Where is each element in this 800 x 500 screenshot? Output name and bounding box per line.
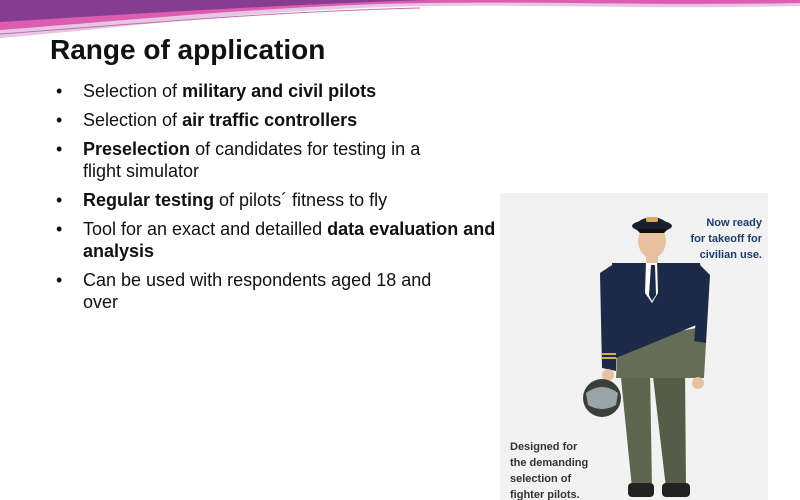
bullet-bold-text: Preselection bbox=[83, 139, 191, 159]
caption-line: for takeoff for bbox=[690, 233, 762, 245]
bullet-item bbox=[56, 218, 553, 262]
bullet-marker: • bbox=[56, 219, 63, 239]
caption-civilian bbox=[652, 215, 762, 263]
bullet-text: Selection of bbox=[83, 110, 183, 130]
caption-line: selection of bbox=[510, 473, 572, 485]
bullet-marker: • bbox=[56, 190, 63, 210]
bullet-text: Tool for an exact and detailled bbox=[83, 219, 328, 239]
caption-line: the demanding bbox=[510, 457, 589, 469]
bullet-marker: • bbox=[56, 81, 63, 101]
bullet-text: of candidates for testing in a flight simulator bbox=[83, 139, 421, 181]
bullet-marker: • bbox=[56, 110, 63, 130]
bullet-item bbox=[56, 269, 463, 313]
bullet-text: Can be used with respondents aged 18 and over bbox=[83, 270, 432, 312]
bullet-bold-text: air traffic controllers bbox=[182, 110, 358, 130]
bullet-list bbox=[56, 80, 546, 320]
caption-line: Designed for bbox=[510, 441, 578, 453]
bullet-item bbox=[56, 189, 546, 211]
caption-line: fighter pilots. bbox=[510, 489, 580, 500]
caption-line: Now ready bbox=[706, 217, 762, 229]
bullet-marker: • bbox=[56, 139, 63, 159]
bullet-text: Selection of bbox=[83, 81, 183, 101]
caption-fighter bbox=[510, 439, 610, 500]
bullet-marker: • bbox=[56, 270, 63, 290]
bullet-text: of pilots´ fitness to fly bbox=[214, 190, 388, 210]
bullet-item bbox=[56, 80, 546, 102]
caption-line: civilian use. bbox=[699, 249, 762, 261]
bullet-item bbox=[56, 109, 546, 131]
bullet-bold-text: data evaluation and analysis bbox=[83, 219, 496, 261]
bullet-bold-text: Regular testing bbox=[83, 190, 215, 210]
bullet-bold-text: military and civil pilots bbox=[182, 81, 377, 101]
bullet-item bbox=[56, 138, 453, 182]
slide-title: Range of application bbox=[50, 34, 326, 65]
pilot-photo bbox=[500, 193, 768, 500]
